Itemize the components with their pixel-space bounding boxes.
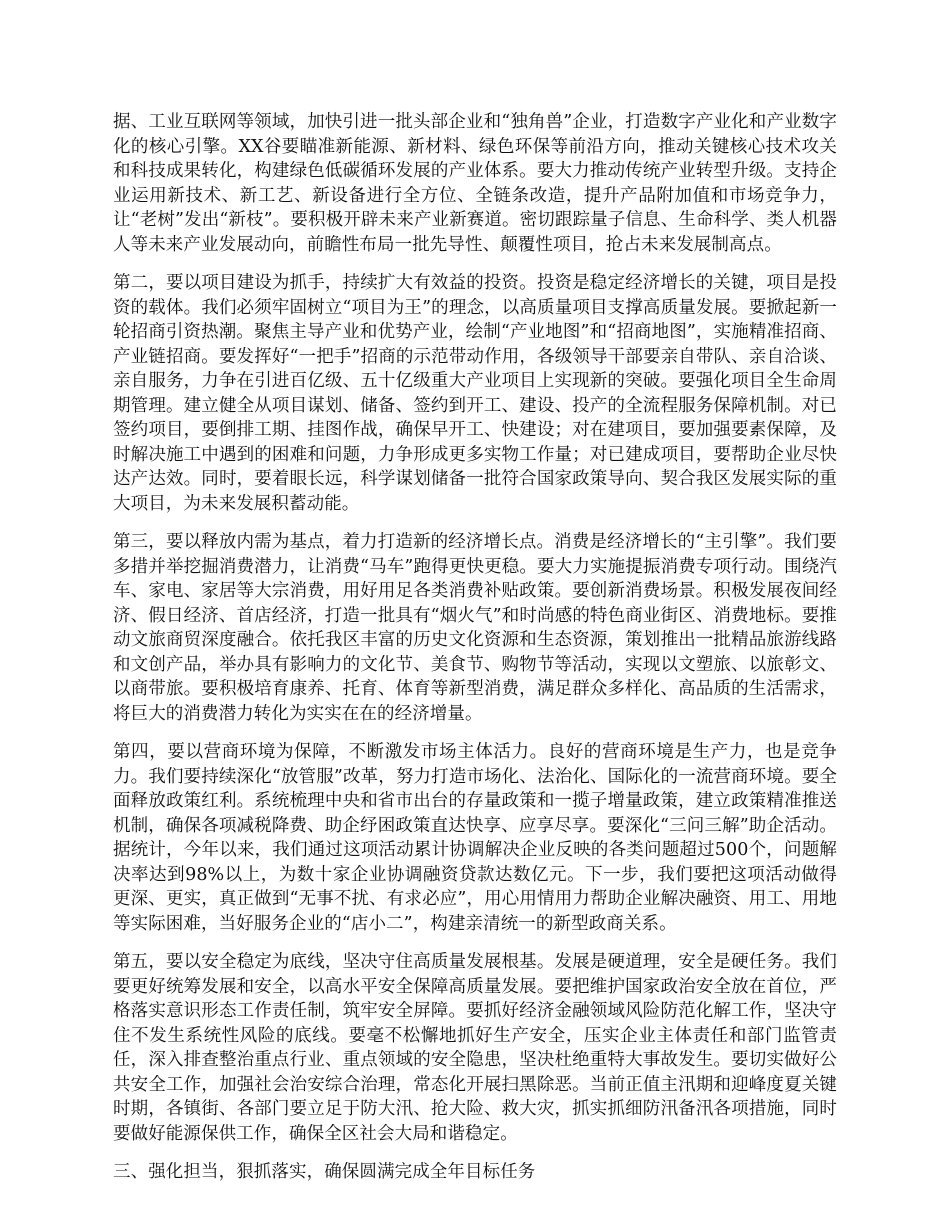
paragraph-safety-stability: 第五，要以安全稳定为底线，坚决守住高质量发展根基。发展是硬道理，安全是硬任务。我们要更好统筹发展和安全，以高水平安全保障高质量发展。要把维护国家政治安全放在首位，严格落实意识形态工作责任制，筑牢安全屏障。要抓好经济金融领域风险防范化解工作，坚决守住不发生系统性风险的底线。要毫不松懈地抓好生产安全，压实企业主体责任和部门监管责任，深入排查整治重点行业、重点领域的安全隐患，坚决杜绝重特大事故发生。要切实做好公共安全工作，加强社会治安综合治理，常态化开展扫黑除恶。当前正值主汛期和迎峰度夏关键时期，各镇街、各部门要立足于防大汛、抢大险、救大灾，抓实抓细防汛备汛各项措施，同时要做好能源保供工作，确保全区社会大局和谐稳定。 <box>113 952 837 1144</box>
paragraph-domestic-demand: 第三，要以释放内需为基点，着力打造新的经济增长点。消费是经济增长的“主引擎”。我们要多措并举挖掘消费潜力，让消费“马车”跑得更快更稳。要大力实施提振消费专项行动。围绕汽车、家电、家居等大宗消费，用好用足各类消费补贴政策。要创新消费场景。积极发展夜间经济、假日经济、首店经济，打造一批具有“烟火气”和时尚感的特色商业街区、消费地标。要推动文旅商贸深度融合。依托我区丰富的历史文化资源和生态资源，策划推出一批精品旅游线路和文创产品，举办具有影响力的文化节、美食节、购物节等活动，实现以文塑旅、以旅彰文、以商带旅。要积极培育康养、托育、体育等新型消费，满足群众多样化、高品质的生活需求，将巨大的消费潜力转化为实实在在的经济增量。 <box>113 532 837 724</box>
section-heading: 三、强化担当，狠抓落实，确保圆满完成全年目标任务 <box>113 1162 536 1182</box>
paragraph-business-environment: 第四，要以营商环境为保障，不断激发市场主体活力。良好的营商环境是生产力，也是竞争力。我们要持续深化“放管服”改革，努力打造市场化、法治化、国际化的一流营商环境。要全面释放政策红利。系统梳理中央和省市出台的存量政策和一揽子增量政策，建立政策精准推送机制，确保各项减税降费、助企纾困政策直达快享、应享尽享。要深化“三问三解”助企活动。据统计，今年以来，我们通过这项活动累计协调解决企业反映的各类问题超过500个，问题解决率达到98%以上，为数十家企业协调融资贷款达数亿元。下一步，我们要把这项活动做得更深、更实，真正做到“无事不扰、有求必应”，用心用情用力帮助企业解决融资、用工、用地等实际困难，当好服务企业的“店小二”，构建亲清统一的新型政商关系。 <box>113 742 837 934</box>
paragraph-project-investment: 第二，要以项目建设为抓手，持续扩大有效益的投资。投资是稳定经济增长的关键，项目是投资的载体。我们必须牢固树立“项目为王”的理念，以高质量项目支撑高质量发展。要掀起新一轮招商引资热潮。聚焦主导产业和优势产业，绘制“产业地图”和“招商地图”，实施精准招商、产业链招商。要发挥好“一把手”招商的示范带动作用，各级领导干部要亲自带队、亲自洽谈、亲自服务，力争在引进百亿级、五十亿级重大产业项目上实现新的突破。要强化项目全生命周期管理。建立健全从项目谋划、储备、签约到开工、建设、投产的全流程服务保障机制。对已签约项目，要倒排工期、挂图作战，确保早开工、快建设；对在建项目，要加强要素保障，及时解决施工中遇到的困难和问题，力争形成更多实物工作量；对已建成项目，要帮助企业尽快达产达效。同时，要着眼长远，科学谋划储备一批符合国家政策导向、契合我区发展实际的重大项目，为未来发展积蓄动能。 <box>113 273 837 514</box>
paragraph-industry-upgrade: 据、工业互联网等领域，加快引进一批头部企业和“独角兽”企业，打造数字产业化和产业数字化的核心引擎。XX谷要瞄准新能源、新材料、绿色环保等前沿方向，推动关键核心技术攻关和科技成果转化，构建绿色低碳循环发展的产业体系。要大力推动传统产业转型升级。支持企业运用新技术、新工艺、新设备进行全方位、全链条改造，提升产品附加值和市场竞争力，让“老树”发出“新枝”。要积极开辟未来产业新赛道。密切跟踪量子信息、生命科学、类人机器人等未来产业发展动向，前瞻性布局一批先导性、颠覆性项目，抢占未来发展制高点。 <box>113 112 837 255</box>
